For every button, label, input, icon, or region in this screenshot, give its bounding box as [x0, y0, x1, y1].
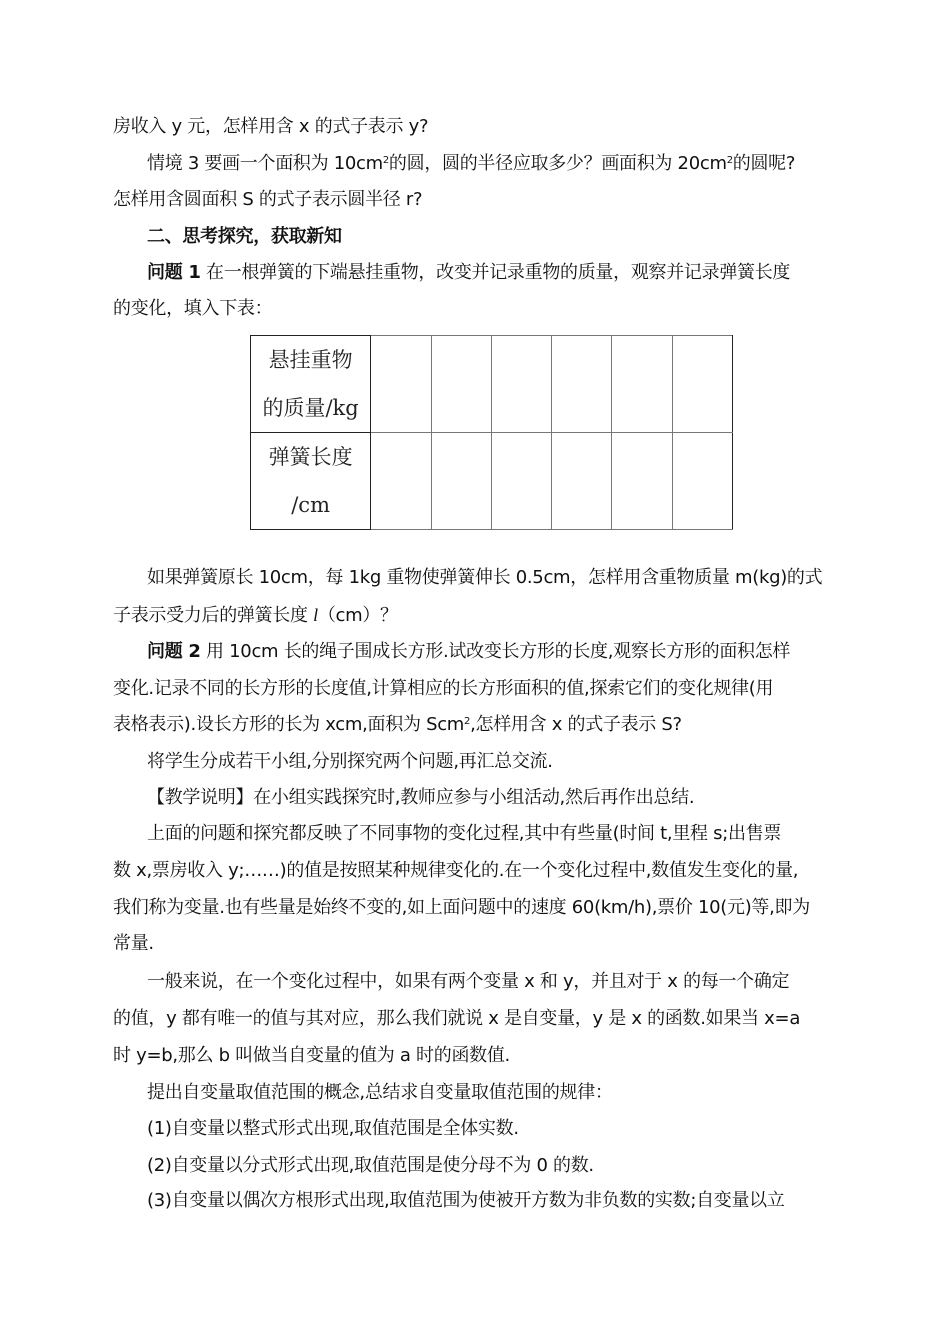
text: 子表示受力后的弹簧长度 — [113, 605, 314, 626]
header-text: /cm — [291, 493, 330, 517]
spring-data-table — [250, 335, 733, 530]
row-header-length — [251, 433, 371, 530]
superscript: 2 — [726, 155, 733, 166]
table-cell — [612, 336, 672, 433]
paragraph-line: 如果弹簧原长 10cm，每 1kg 重物使弹簧伸长 0.5cm，怎样用含重物质量 m(kg)的式 — [147, 567, 823, 588]
text: 的圆，圆的半径应取多少？画面积为 20cm — [388, 153, 727, 174]
table-row — [251, 433, 733, 530]
rule-2: (2)自变量以分式形式出现,取值范围是使分母不为 0 的数. — [147, 1155, 594, 1176]
section-heading: 二、思考探究，获取新知 — [147, 226, 342, 247]
scenario-3-paragraph — [147, 153, 795, 175]
question-1 — [147, 262, 790, 284]
table-cell — [371, 336, 431, 433]
text: 情境 3 要画一个面积为 10cm — [147, 153, 383, 174]
question-label: 问题 1 — [147, 262, 201, 283]
table-cell — [672, 336, 732, 433]
question-text: 用 10cm 长的绳子围成长方形.试改变长方形的长度,观察长方形的面积怎样 — [200, 641, 791, 662]
superscript: 2 — [382, 155, 389, 166]
table-cell — [371, 433, 431, 530]
paragraph-line — [113, 714, 682, 736]
paragraph-line: 怎样用含圆面积 S 的式子表示圆半径 r? — [113, 189, 423, 210]
paragraph-line: 的值，y 都有唯一的值与其对应，那么我们就说 x 是自变量，y 是 x 的函数.如果当 x=a — [113, 1008, 801, 1029]
table-cell — [672, 433, 732, 530]
text: 的圆呢? — [732, 153, 796, 174]
question-label: 问题 2 — [147, 641, 201, 662]
table-cell — [491, 336, 551, 433]
paragraph-line — [113, 604, 398, 627]
paragraph-line: 我们称为变量.也有些量是始终不变的,如上面问题中的速度 60(km/h),票价 10(元)等,即为 — [113, 897, 810, 918]
paragraph-line: 的变化，填入下表： — [113, 298, 273, 319]
paragraph-line: 上面的问题和探究都反映了不同事物的变化过程,其中有些量(时间 t,里程 s;出售票 — [147, 823, 782, 844]
table-cell — [612, 433, 672, 530]
rule-3: (3)自变量以偶次方根形式出现,取值范围为使被开方数为非负数的实数;自变量以立 — [147, 1190, 785, 1211]
paragraph-line: 房收入 y 元，怎样用含 x 的式子表示 y? — [113, 116, 429, 137]
text: 表格表示).设长方形的长为 xcm,面积为 Scm — [113, 714, 465, 735]
variable-l: l — [313, 605, 318, 625]
paragraph-line: 时 y=b,那么 b 叫做当自变量的值为 a 时的函数值. — [113, 1045, 510, 1066]
teaching-note: 【教学说明】在小组实践探究时,教师应参与小组活动,然后再作出总结. — [147, 787, 695, 808]
paragraph-line: 数 x,票房收入 y;……)的值是按照某种规律变化的.在一个变化过程中,数值发生变化的量, — [113, 860, 799, 881]
header-text: 弹簧长度 — [268, 445, 353, 469]
table-cell — [431, 433, 491, 530]
rule-1: (1)自变量以整式形式出现,取值范围是全体实数. — [147, 1118, 519, 1139]
paragraph-line: 变化.记录不同的长方形的长度值,计算相应的长方形面积的值,探索它们的变化规律(用 — [113, 678, 774, 699]
function-definition: 一般来说，在一个变化过程中，如果有两个变量 x 和 y，并且对于 x 的每一个确定 — [147, 971, 790, 992]
table-cell — [552, 433, 612, 530]
table-cell — [431, 336, 491, 433]
header-text: 的质量/kg — [262, 396, 359, 420]
question-text: 在一根弹簧的下端悬挂重物，改变并记录重物的质量，观察并记录弹簧长度 — [200, 262, 791, 283]
text: ,怎样用含 x 的式子表示 S? — [470, 714, 682, 735]
text: （cm）？ — [317, 605, 398, 626]
row-header-mass — [251, 336, 371, 433]
table-cell — [552, 336, 612, 433]
header-text: 悬挂重物 — [268, 348, 353, 372]
paragraph-line: 常量. — [113, 933, 154, 954]
superscript: 2 — [464, 716, 471, 727]
paragraph-line: 将学生分成若干小组,分别探究两个问题,再汇总交流. — [147, 751, 553, 772]
table-cell — [491, 433, 551, 530]
question-2 — [147, 641, 790, 663]
paragraph-line: 提出自变量取值范围的概念,总结求自变量取值范围的规律： — [147, 1082, 613, 1103]
table-row — [251, 336, 733, 433]
